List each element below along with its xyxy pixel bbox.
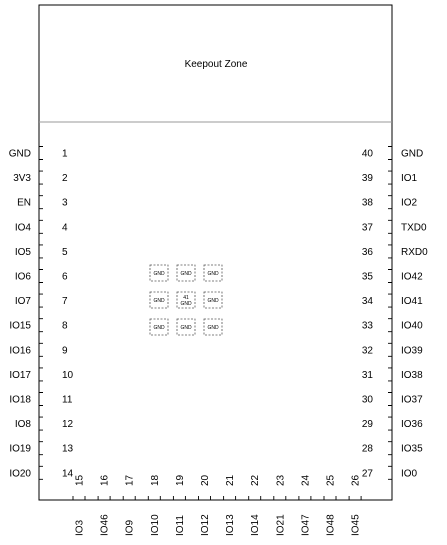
pin-number: 38: [361, 197, 373, 209]
pin-number: 34: [361, 296, 373, 308]
ground-pad-label: GND: [153, 298, 165, 304]
right-pin: [362, 147, 423, 160]
bottom-pin: [324, 474, 337, 536]
ground-pad: [204, 265, 222, 281]
ground-pad-label: GND: [153, 325, 165, 331]
bottom-pin: [274, 474, 287, 536]
pin-number: 27: [361, 468, 373, 480]
pin-number: 37: [361, 222, 373, 234]
pin-number: 20: [200, 474, 211, 486]
ground-pad: [204, 292, 222, 308]
pin-name-label: IO15: [9, 320, 31, 332]
pin-number: 13: [62, 443, 74, 455]
ground-pad-label: GND: [180, 271, 192, 277]
ground-pad: [150, 292, 168, 308]
pin-name-label: IO7: [14, 296, 31, 308]
pin-number: 30: [361, 394, 373, 406]
ground-pad-label: GND: [180, 301, 192, 307]
pin-name-label: IO36: [401, 419, 423, 431]
pin-number: 33: [361, 320, 373, 332]
pin-name-label: GND: [8, 148, 31, 160]
right-pin: [362, 245, 428, 258]
bottom-pin: [173, 474, 186, 536]
ground-pad: [204, 319, 222, 335]
pin-name-label: IO11: [174, 515, 186, 536]
pin-number: 18: [149, 474, 161, 486]
ground-pad-label: GND: [180, 325, 192, 331]
bottom-pin: [199, 474, 212, 536]
keepout-zone-label: Keepout Zone: [184, 59, 248, 70]
pin-name-label: 3V3: [13, 173, 31, 185]
bottom-pin: [148, 474, 161, 536]
pin-number: 24: [300, 474, 312, 486]
bottom-pin: [98, 474, 111, 536]
pin-number: 3: [62, 197, 68, 209]
pin-number: 21: [225, 474, 237, 486]
bottom-pin: [224, 474, 237, 536]
right-pin: [362, 220, 427, 233]
pin-name-label: IO8: [14, 419, 31, 431]
pin-number: 12: [62, 419, 74, 431]
pin-number: 8: [62, 320, 68, 332]
pin-name-label: IO41: [401, 296, 423, 308]
pin-number: 19: [174, 474, 186, 486]
pin-number: 32: [361, 345, 373, 357]
pin-name-label: EN: [17, 197, 31, 209]
pin-number: 1: [62, 148, 68, 160]
pin-name-label: IO0: [401, 468, 418, 480]
pin-number: 39: [361, 173, 373, 185]
pin-number: 17: [124, 474, 136, 486]
ground-pad-label: GND: [207, 298, 219, 304]
pin-name-label: IO4: [14, 222, 31, 234]
pin-number: 26: [350, 474, 362, 486]
pin-name-label: IO3: [74, 519, 86, 536]
pin-name-label: IO5: [14, 246, 31, 258]
pin-number: 16: [99, 474, 111, 486]
ground-pad-number: 41: [183, 295, 189, 301]
pin-number: 31: [361, 369, 373, 381]
pin-number: 5: [62, 246, 68, 258]
pin-name-label: RXD0: [401, 246, 428, 258]
pin-number: 36: [361, 246, 373, 258]
pin-name-label: IO10: [149, 514, 161, 536]
pin-name-label: TXD0: [401, 222, 427, 234]
pin-number: 15: [74, 474, 86, 486]
pin-name-label: IO37: [401, 394, 423, 406]
ground-pad: [150, 319, 168, 335]
pin-name-label: IO42: [401, 271, 423, 283]
pin-name-label: IO12: [200, 514, 211, 536]
bottom-pin: [73, 474, 86, 536]
ground-pad-grid: [150, 265, 222, 335]
pin-name-label: IO9: [124, 519, 136, 536]
pin-number: 22: [250, 474, 262, 486]
pin-name-label: IO48: [325, 514, 337, 536]
pin-name-label: IO17: [9, 369, 31, 381]
module-outline: [39, 5, 392, 500]
pin-name-label: IO13: [225, 514, 237, 536]
ground-pad: [177, 292, 195, 308]
pin-number: 28: [361, 443, 373, 455]
pin-number: 9: [62, 345, 68, 357]
ground-pad: [177, 319, 195, 335]
pin-number: 11: [62, 394, 73, 406]
pin-number: 23: [275, 474, 287, 486]
pin-number: 40: [361, 148, 373, 160]
ground-pad-label: GND: [207, 271, 219, 277]
ground-pad-label: GND: [153, 271, 165, 277]
pin-number: 2: [62, 173, 68, 185]
pin-name-label: IO39: [401, 345, 423, 357]
pin-name-label: IO45: [350, 514, 362, 536]
pin-name-label: IO35: [401, 443, 423, 455]
pin-number: 6: [62, 271, 68, 283]
pin-name-label: IO6: [14, 271, 31, 283]
bottom-pin: [349, 474, 362, 536]
pin-name-label: IO47: [300, 514, 312, 536]
pin-name-label: IO40: [401, 320, 423, 332]
ground-pad: [150, 265, 168, 281]
pin-name-label: IO38: [401, 369, 423, 381]
pin-number: 7: [62, 296, 68, 308]
pin-name-label: GND: [401, 148, 424, 160]
pin-name-label: IO14: [250, 514, 262, 536]
ground-pad: [177, 265, 195, 281]
pin-name-label: IO46: [99, 514, 111, 536]
pin-name-label: IO20: [9, 468, 31, 480]
pin-number: 29: [361, 419, 373, 431]
pin-number: 4: [62, 222, 68, 234]
pin-name-label: IO18: [9, 394, 31, 406]
pin-name-label: IO21: [275, 514, 287, 536]
pin-name-label: IO19: [9, 443, 31, 455]
pin-number: 10: [62, 369, 74, 381]
ground-pad-label: GND: [207, 325, 219, 331]
pin-name-label: IO16: [9, 345, 31, 357]
bottom-pin: [249, 474, 262, 536]
bottom-pin: [123, 474, 136, 536]
pin-number: 35: [361, 271, 373, 283]
pin-number: 14: [62, 468, 74, 480]
bottom-pin: [299, 474, 312, 536]
pin-number: 25: [325, 474, 337, 486]
pin-name-label: IO1: [401, 173, 418, 185]
pin-name-label: IO2: [401, 197, 418, 209]
